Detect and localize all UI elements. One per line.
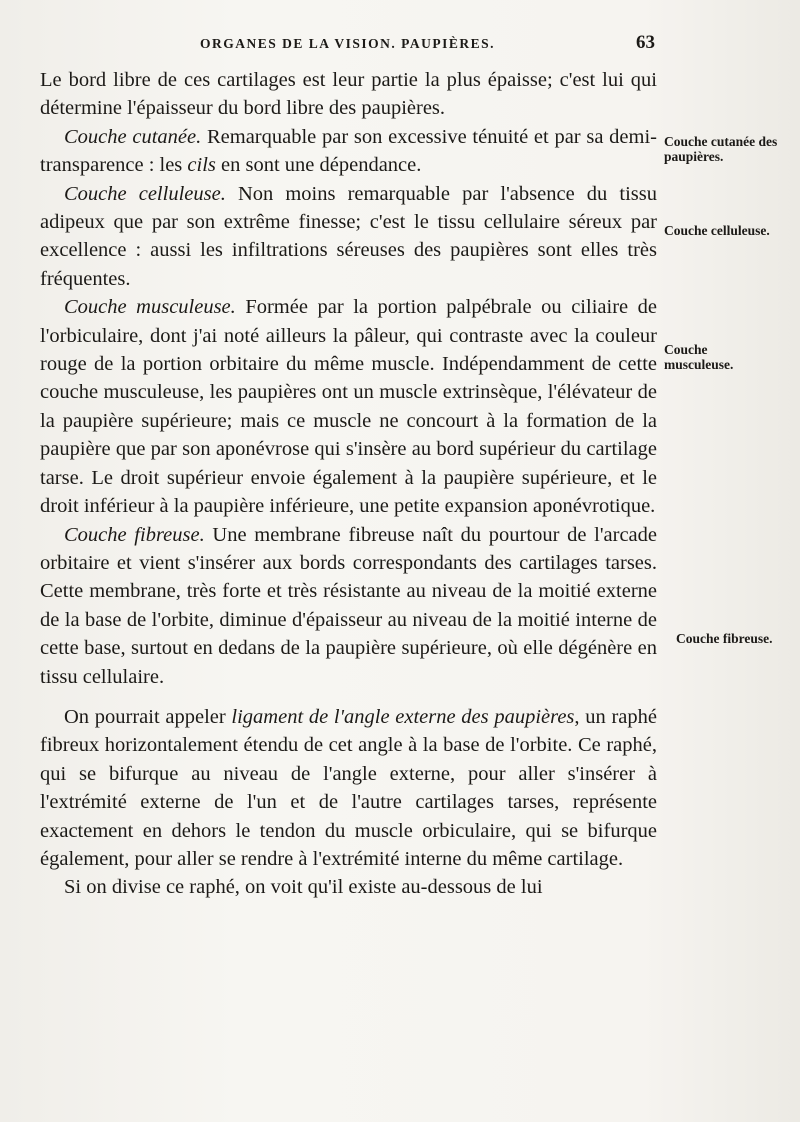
body-text [40,66,657,902]
margin-note-celluleuse: Couche celluleuse. [664,223,770,238]
paragraph-text-ligament-b: , un raphé fibreux horizontalement étendu de cet angle à la base de l'orbite. Ce raphé, qui se bifurque au niveau de l'angle externe, pour aller s'insérer à l'extrémité externe de l'un et de l'autre cartilages tarses, représente exactement en dehors le tendon du muscle orbiculaire, qui se bifurque également, pour aller se rendre à l'extrémité interne du même cartilage. [40,705,657,870]
paragraph-ligament [40,703,657,873]
paragraph-text-cutanee-a: Remarquable par son excessive ténuité et par sa demi-transparence : les [40,125,657,177]
paragraph-1 [40,66,657,123]
paragraph-couche-celluleuse [40,180,657,294]
paragraph-1-text: Le bord libre de ces cartilages est leur partie la plus épaisse; c'est lui qui détermine l'épaisseur du bord libre des paupières. [40,69,657,120]
paragraph-final-text: Si on divise ce raphé, on voit qu'il existe au-dessous de lui [64,876,543,899]
paragraph-text-cutanee-b: en sont une dépendance. [215,154,422,177]
paragraph-lead-fibreuse: Couche fibreuse. [64,523,205,546]
margin-note-musculeuse: Couche musculeuse. [664,342,734,372]
paragraph-text-musculeuse: Formée par la portion palpébrale ou ciliaire de l'orbiculaire, dont j'ai noté ailleurs la pâleur, qui contraste avec la couleur rouge de la portion orbitaire du même muscle. Indépendamment de cette couche musculeuse, les paupières ont un muscle extrinsèque, l'élévateur de la paupière supérieure; mais ce muscle ne concourt à la formation de la paupière que par son aponévrose qui s'insère au bord supérieur du cartilage tarse. Le droit supérieur envoie également à la paupière supérieure, et le droit inférieur à la paupière inférieure, une petite expansion aponévrotique. [40,296,658,518]
paragraph-text-fibreuse: Une membrane fibreuse naît du pourtour de l'arcade orbitaire et vient s'insérer aux bords correspondants des cartilages tarses. Cette membrane, très forte et très résistante au niveau de la moitié externe de la base de l'orbite, diminue d'épaisseur au niveau de la moitié interne de cette base, surtout en dedans de la paupière supérieure, où elle dégénère en tissu cellulaire. [40,523,658,688]
paragraph-lead-celluleuse: Couche celluleuse. [64,182,226,205]
paragraph-lead-cutanee: Couche cutanée. [64,125,202,148]
cils-italic: cils [187,154,216,177]
paragraph-final [40,873,657,901]
page-number: 63 [636,32,655,53]
paragraph-text-ligament-a: On pourrait appeler [64,705,232,728]
paragraph-couche-cutanee [40,123,657,180]
ligament-italic: ligament de l'angle externe des paupières [231,705,575,728]
paragraph-text-celluleuse: Non moins remarquable par l'absence du tissu adipeux que par son extrême finesse; c'est le tissu cellulaire séreux par excellence : aussi les infiltrations séreuses des paupières sont elles très fréquentes. [40,182,657,290]
paragraph-lead-musculeuse: Couche musculeuse. [64,296,236,319]
margin-note-fibreuse: Couche fibreuse. [676,631,773,646]
paragraph-couche-musculeuse [40,293,657,520]
running-title: ORGANES DE LA VISION. PAUPIÈRES. [199,36,496,51]
margin-note-cutanee: Couche cutanée des paupières. [664,134,778,164]
running-header [40,32,655,58]
paragraph-couche-fibreuse [40,521,657,691]
